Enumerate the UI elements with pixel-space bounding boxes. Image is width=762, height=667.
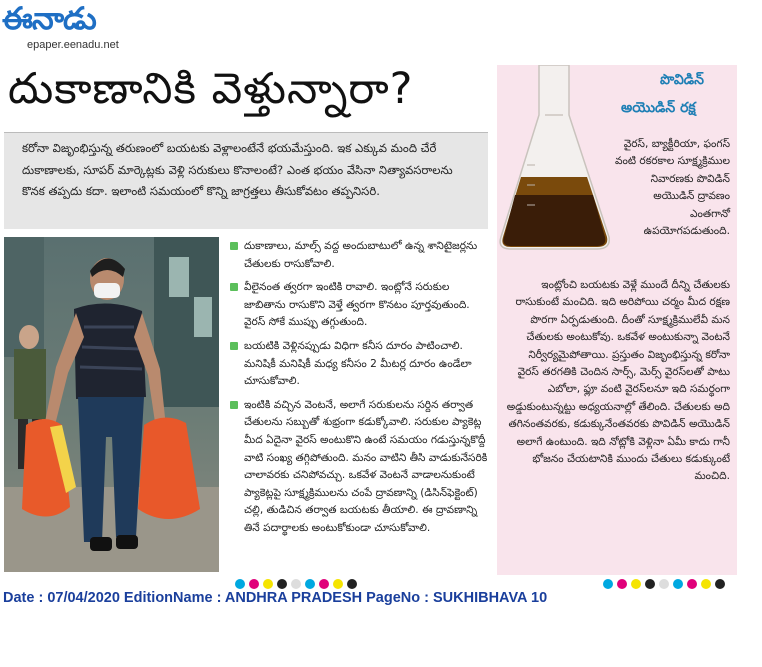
bullet-icon <box>230 283 238 291</box>
tip-text: వీలైనంత త్వరగా ఇంటికి రావాలి. ఇంట్లోనే సరుకుల జాబితాను రాసుకొని వెళ్తే త్వరగా కొనటం పూర్తవుతుంది. వైరస్ సోకే ముప్పు తగ్గుతుంది. <box>244 281 470 329</box>
tips-list <box>230 238 490 578</box>
article-photo <box>4 237 219 572</box>
registration-marks-right <box>600 578 730 590</box>
bullet-icon <box>230 242 238 250</box>
intro-box <box>4 132 488 229</box>
article-headline: దుకాణానికి వెళ్తున్నారా? <box>8 64 414 114</box>
shopper-photo-illustration <box>4 237 219 572</box>
tip-text: దుకాణాలు, మాల్స్ వద్ద అందుబాటులో ఉన్న శానిటైజర్లను చేతులకు రాసుకోవాలి. <box>244 240 478 270</box>
tip-text: ఇంటికి వచ్చిన వెంటనే, అలాగే సరుకులను సర్దిన తర్వాత చేతులను సబ్బుతో శుభ్రంగా కడుక్కోవాలి. సరుకుల ప్యాకెట్ల మీద ఏదైనా వైరస్ అంటుకొని ఉంటే సమయం గడుస్తున్నకొద్దీ వాటి సంఖ్య తగ్గిపోతుంది. మనం వాటిని తీసి వాడుకునేసరికి చాలావరకు చనిపోవచ్చు. ఒకవేళ వెంటనే వాడాలనుకుంటే ప్యాకెట్లపై సూక్ష్మక్రిములను చంపే ద్రావణాన్ని (డిసిన్‌ఫెక్టెంట్) చల్లి, తుడిచిన తర్వాత బయటకు తీయాలి. ఈ ద్రావణాన్ని తినే పదార్థాలకు అంటుకోకుండా చూసుకోవాలి. <box>244 398 488 534</box>
bullet-icon <box>230 401 238 409</box>
sidebar-body-text: ఇంట్లోంచి బయటకు వెళ్లే ముందే దీన్ని చేతులకు రాసుకుంటే మంచిది. ఇది అరిపోయి చర్మం మీద రక్షణ పొరగా ఏర్పడుతుంది. దీంతో సూక్ష్మక్రిములేవీ మన చేతులకు అంటుకోవు. ఒకవేళ అంటుకున్నా వెంటనే నిర్వీర్యమైపోతాయి. ప్రస్తుతం విజృంభిస్తున్న కరోనా వైరస్ తరగతికి చెందిన సార్స్, మెర్స్ వైరస్‌లతో పాటు ఎబోలా, ఫ్లూ వంటి వైరస్‌లనూ ఇది సమర్థంగా అడ్డుకుంటున్నట్టు అధ్యయనాల్లో తేలింది. చేతులకు అది తగినంతవరకు, కడుక్కునేంతవరకు పొవిడిన్ అయొడిన్ అలాగే ఉంటుంది. ఇది నోట్లోకి వెళ్లినా ఏమీ కాదు గానీ భోజనం చేయటానికి ముందు చేతులు కడుక్కుంటే మంచిది. <box>506 279 730 483</box>
sidebar-title-line1: పొవిడిన్ <box>660 72 704 88</box>
intro-text: కరోనా విజృంభిస్తున్న తరుణంలో బయటకు వెళ్లాలంటేనే భయమేస్తుంది. ఇక ఎక్కువ మంది చేరే దుకాణాలకు, సూపర్ మార్కెట్లకు వెళ్లి సరుకులు కొనాలంటే? ఎంత భయం వేసినా నిత్యావసరాలను కొనక తప్పదు కదా. ఇలాంటి సమయంలో కొన్ని జాగ్రత్తలు తీసుకోవటం తప్పనిసరి. <box>22 141 453 198</box>
registration-marks-left <box>232 578 362 590</box>
list-item <box>230 397 490 538</box>
tip-text: బయటికి వెళ్లినప్పుడు విధిగా కనీస దూరం పాటించాలి. మనిషికీ మనిషికీ మధ్య కనీసం 2 మీటర్ల దూరం ఉండేలా చూసుకోవాలి. <box>244 339 472 388</box>
edition-footer: Date : 07/04/2020 EditionName : ANDHRA PRADESH PageNo : SUKHIBHAVA 10 <box>3 590 548 606</box>
list-item <box>230 338 490 391</box>
newspaper-logo: ఈనాడు <box>2 1 96 37</box>
sidebar-intro-text: వైరస్, బ్యాక్టీరియా, ఫంగస్ వంటి రకరకాల సూక్ష్మక్రిముల నివారణకు పొవిడిన్ అయొడిన్ ద్రావణం ఎంతగానో ఉపయోగపడుతుంది. <box>614 138 730 238</box>
epaper-url: epaper.eenadu.net <box>27 39 119 51</box>
sidebar-title-line2: అయొడిన్ రక్ష <box>621 100 696 116</box>
flask-image <box>497 65 612 250</box>
bullet-icon <box>230 342 238 350</box>
list-item <box>230 279 490 332</box>
list-item <box>230 238 490 273</box>
